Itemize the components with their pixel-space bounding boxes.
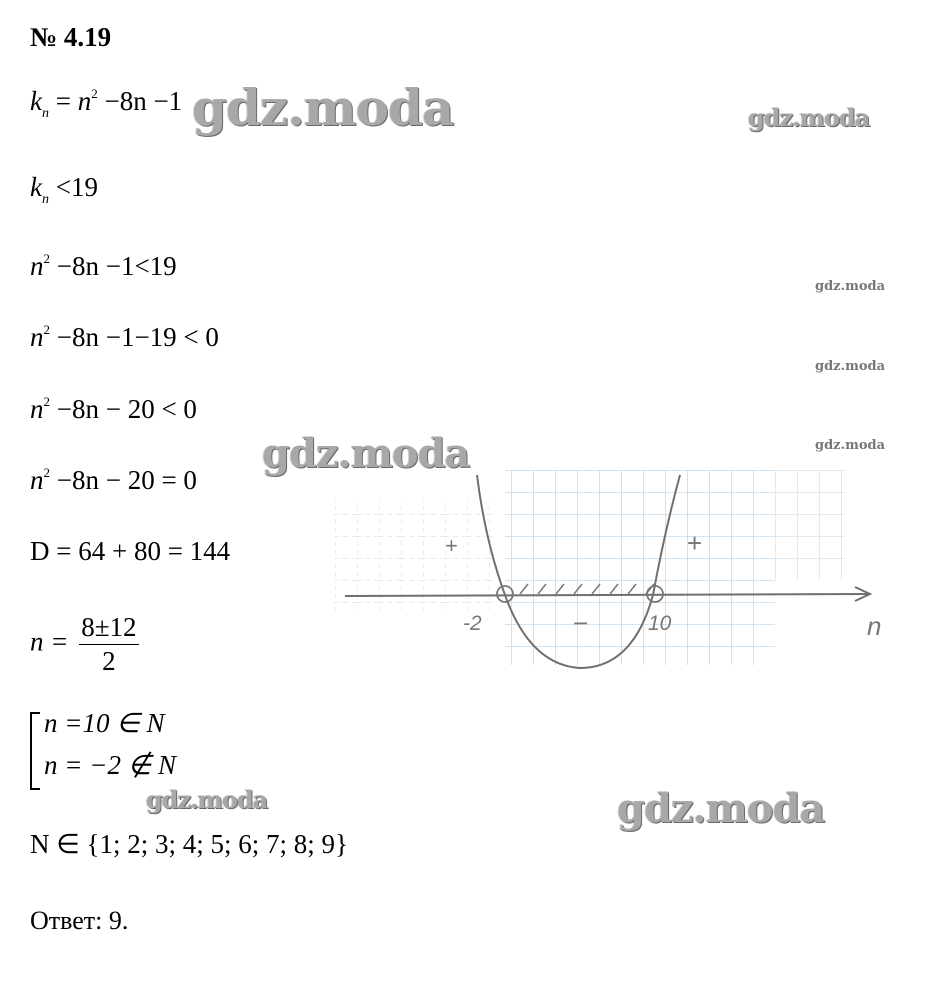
sign-plus-right: + bbox=[687, 528, 703, 558]
var-n: n bbox=[30, 251, 44, 281]
expression-rest: −8n −1 bbox=[97, 86, 183, 116]
root-label-left: -2 bbox=[463, 612, 482, 635]
roots-lhs: n = bbox=[30, 626, 69, 657]
system-row-1: n =10 ∈ N bbox=[44, 708, 165, 738]
system-row-2: n = −2 ∉ N bbox=[44, 750, 176, 780]
fraction-numerator: 8±12 bbox=[79, 612, 138, 645]
fraction-denominator: 2 bbox=[102, 646, 116, 676]
expression-rest: −8n −1<19 bbox=[50, 251, 177, 281]
watermark-logo: gdz.moda bbox=[192, 78, 454, 137]
system-bracket bbox=[30, 712, 40, 790]
axis-label-n: n bbox=[867, 611, 882, 641]
parabola-sketch bbox=[335, 470, 905, 685]
exponent: 2 bbox=[43, 465, 50, 480]
exponent: 2 bbox=[91, 86, 98, 101]
subscript-n: n bbox=[41, 192, 49, 207]
formula-line-6 bbox=[30, 465, 197, 496]
exponent: 2 bbox=[43, 394, 50, 409]
expression-rest: −8n − 20 < 0 bbox=[50, 394, 197, 424]
formula-line-3 bbox=[30, 251, 177, 282]
roots-formula bbox=[30, 612, 139, 677]
watermark-logo: gdz.moda bbox=[815, 359, 886, 374]
fraction bbox=[79, 612, 138, 677]
exponent: 2 bbox=[43, 251, 50, 266]
natural-set-line: N ∈ {1; 2; 3; 4; 5; 6; 7; 8; 9} bbox=[30, 829, 348, 859]
watermark-logo: gdz.moda bbox=[748, 103, 870, 132]
formula-line-2 bbox=[30, 172, 98, 208]
watermark-logo: gdz.moda bbox=[146, 785, 268, 814]
roots-system bbox=[30, 708, 250, 794]
root-label-right: 10 bbox=[648, 612, 672, 635]
watermark-logo: gdz.moda bbox=[617, 785, 825, 832]
graph-paper-grid bbox=[505, 470, 775, 665]
graph-paper-grid-right bbox=[775, 470, 845, 580]
var-k: k bbox=[30, 172, 42, 202]
var-n: n bbox=[30, 465, 44, 495]
watermark-logo: gdz.moda bbox=[815, 279, 886, 294]
var-n: n bbox=[30, 394, 44, 424]
equals-sign: = bbox=[48, 86, 78, 116]
watermark-logo: gdz.moda bbox=[262, 430, 470, 477]
var-n: n bbox=[30, 322, 44, 352]
expression-rest: −8n −1−19 < 0 bbox=[50, 322, 219, 352]
formula-line-4 bbox=[30, 322, 219, 353]
faint-grid-left bbox=[335, 500, 495, 610]
expression-rest: −8n − 20 = 0 bbox=[50, 465, 197, 495]
sign-minus: − bbox=[573, 608, 589, 638]
watermark-logo: gdz.moda bbox=[815, 438, 886, 453]
subscript-n: n bbox=[41, 106, 49, 121]
expression-rest: <19 bbox=[48, 172, 98, 202]
exponent: 2 bbox=[43, 322, 50, 337]
var-k: k bbox=[30, 86, 42, 116]
formula-line-1 bbox=[30, 86, 182, 122]
answer: Ответ: 9. bbox=[30, 906, 129, 935]
formula-line-5 bbox=[30, 394, 197, 425]
sign-plus-left: + bbox=[445, 533, 458, 558]
problem-number: № 4.19 bbox=[30, 22, 112, 52]
var-n: n bbox=[77, 86, 92, 116]
discriminant-line: D = 64 + 80 = 144 bbox=[30, 536, 231, 566]
